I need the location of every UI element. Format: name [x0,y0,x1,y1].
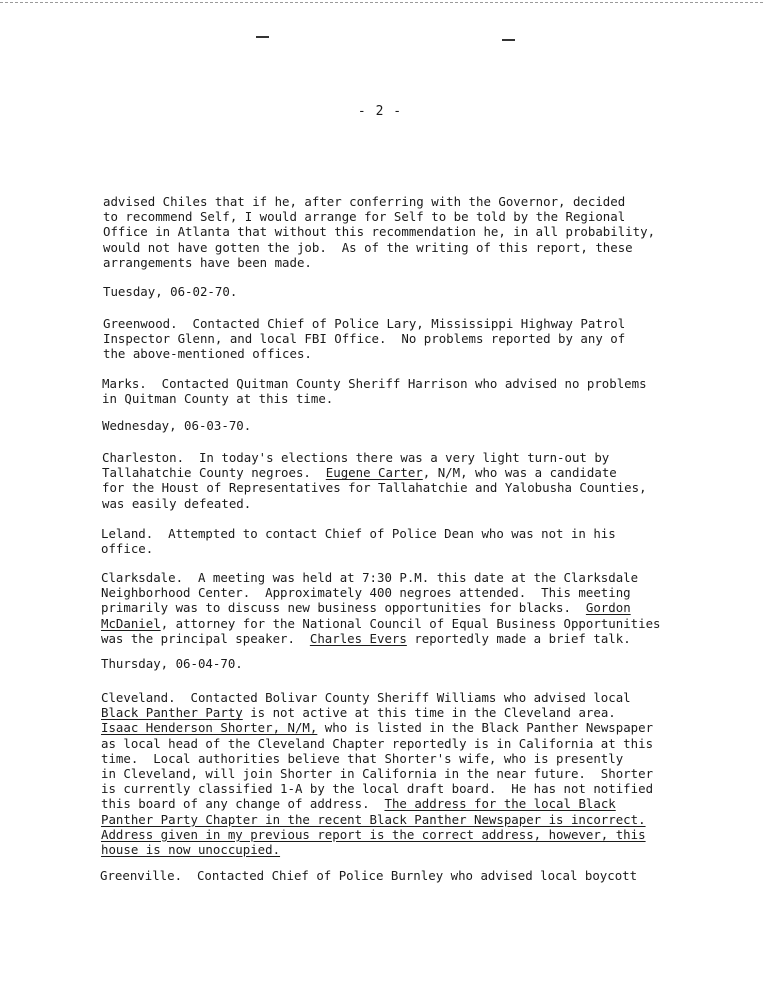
text-line [101,842,280,857]
text-line [102,450,609,465]
text-line [101,616,661,631]
text-segment: Charleston. In today's elections there was a very light turn-out by [102,450,610,465]
text-line [102,391,333,406]
text-segment: would not have gotten the job. As of the writing of this report, these [103,239,633,255]
text-segment: is currently classified 1-A by the local draft board. He has not notified [101,781,654,797]
text-segment: Inspector Glenn, and local FBI Office. No problems reported by any of [103,331,626,347]
text-line [102,376,647,391]
text-segment: the above-mentioned offices. [103,346,312,362]
text-segment: primarily was to discuss new business opportunities for blacks. [101,600,586,616]
underlined-text: The address for the local Black [384,796,616,812]
text-line [101,827,646,842]
page-number: - 2 - [357,104,403,119]
text-segment: this board of any change of address. [101,796,385,812]
text-line [102,465,617,480]
text-line [101,585,631,600]
text-segment: Clarksdale. A meeting was held at 7:30 P.M. this date at the Clarksdale [101,570,639,585]
text-line [103,209,625,224]
underlined-text: Black Panther Party [101,705,243,721]
text-line [101,526,616,541]
text-segment: to recommend Self, I would arrange for Self to be told by the Regional [103,209,626,225]
text-segment: , attorney for the National Council of Equal Business Opportunities [160,615,661,631]
text-line [101,541,153,556]
text-line [103,316,625,331]
text-line [103,194,625,209]
text-line [101,690,631,705]
text-line [101,705,616,720]
text-line [101,766,653,781]
underlined-text: Address given in my previous report is the correct address, however, this [101,826,646,842]
text-segment: , N/M, who was a candidate [422,465,617,481]
text-line [102,418,251,433]
text-segment: Wednesday, 06-03-70. [102,418,252,433]
underlined-text: Panther Party Chapter in the recent Black Panther Newspaper is incorrect. [101,811,646,827]
punch-mark-left [256,36,269,38]
text-segment: Neighborhood Center. Approximately 400 negroes attended. This meeting [101,585,631,601]
text-line [101,720,653,735]
text-segment: in Quitman County at this time. [102,391,334,407]
text-segment: reportedly made a brief talk. [406,630,631,646]
text-line [101,570,638,585]
underlined-text: Gordon [585,600,631,616]
text-segment: for the Houst of Representatives for Tallahatchie and Yalobusha Counties, [102,480,647,496]
text-segment: Greenville. Contacted Chief of Police Burnley who advised local boycott [100,868,638,883]
text-line [101,796,616,811]
underlined-text: Isaac Henderson Shorter, N/M, [101,720,318,736]
text-line [101,600,631,615]
text-line [103,346,312,361]
text-segment: Marks. Contacted Quitman County Sheriff Harrison who advised no problems [102,376,647,391]
text-segment: arrangements have been made. [103,254,312,270]
text-segment: office. [101,541,154,557]
text-segment: in Cleveland, will join Shorter in California in the near future. Shorter [101,766,654,781]
punch-mark-right [502,39,515,41]
text-line [103,240,633,255]
text-segment: Office in Atlanta that without this recommendation he, in all probability, [103,224,656,240]
text-line [102,480,647,495]
text-segment: was the principal speaker. [101,630,310,646]
underlined-text: house is now unoccupied. [101,842,281,857]
underlined-text: Eugene Carter [325,465,423,481]
underlined-text: Charles Evers [309,630,407,646]
text-segment: was easily defeated. [102,495,252,511]
text-line [100,868,637,883]
text-line [102,496,251,511]
text-line [101,812,646,827]
text-line [101,736,653,751]
text-segment: is not active at this time in the Cleveland area. [242,705,616,721]
text-line [101,781,653,796]
text-segment: who is listed in the Black Panther Newspaper [317,720,654,736]
text-segment: advised Chiles that if he, after conferring with the Governor, decided [103,194,626,209]
text-segment: Tuesday, 06-02-70. [103,284,238,299]
text-line [101,656,243,671]
text-line [103,331,625,346]
top-perforation [0,2,763,3]
underlined-text: McDaniel [101,615,161,631]
text-line [103,284,237,299]
text-segment: time. Local authorities believe that Shorter's wife, who is presently [101,750,624,766]
text-segment: Leland. Attempted to contact Chief of Police Dean who was not in his [101,526,616,541]
text-line [103,255,312,270]
text-segment: Thursday, 06-04-70. [101,656,243,671]
text-line [101,631,631,646]
text-line [101,751,623,766]
text-line [103,224,655,239]
text-segment: Tallahatchie County negroes. [102,465,326,481]
text-segment: as local head of the Cleveland Chapter reportedly is in California at this [101,735,654,751]
text-segment: Cleveland. Contacted Bolivar County Sheriff Williams who advised local [101,690,631,705]
text-segment: Greenwood. Contacted Chief of Police Lary, Mississippi Highway Patrol [103,316,626,331]
